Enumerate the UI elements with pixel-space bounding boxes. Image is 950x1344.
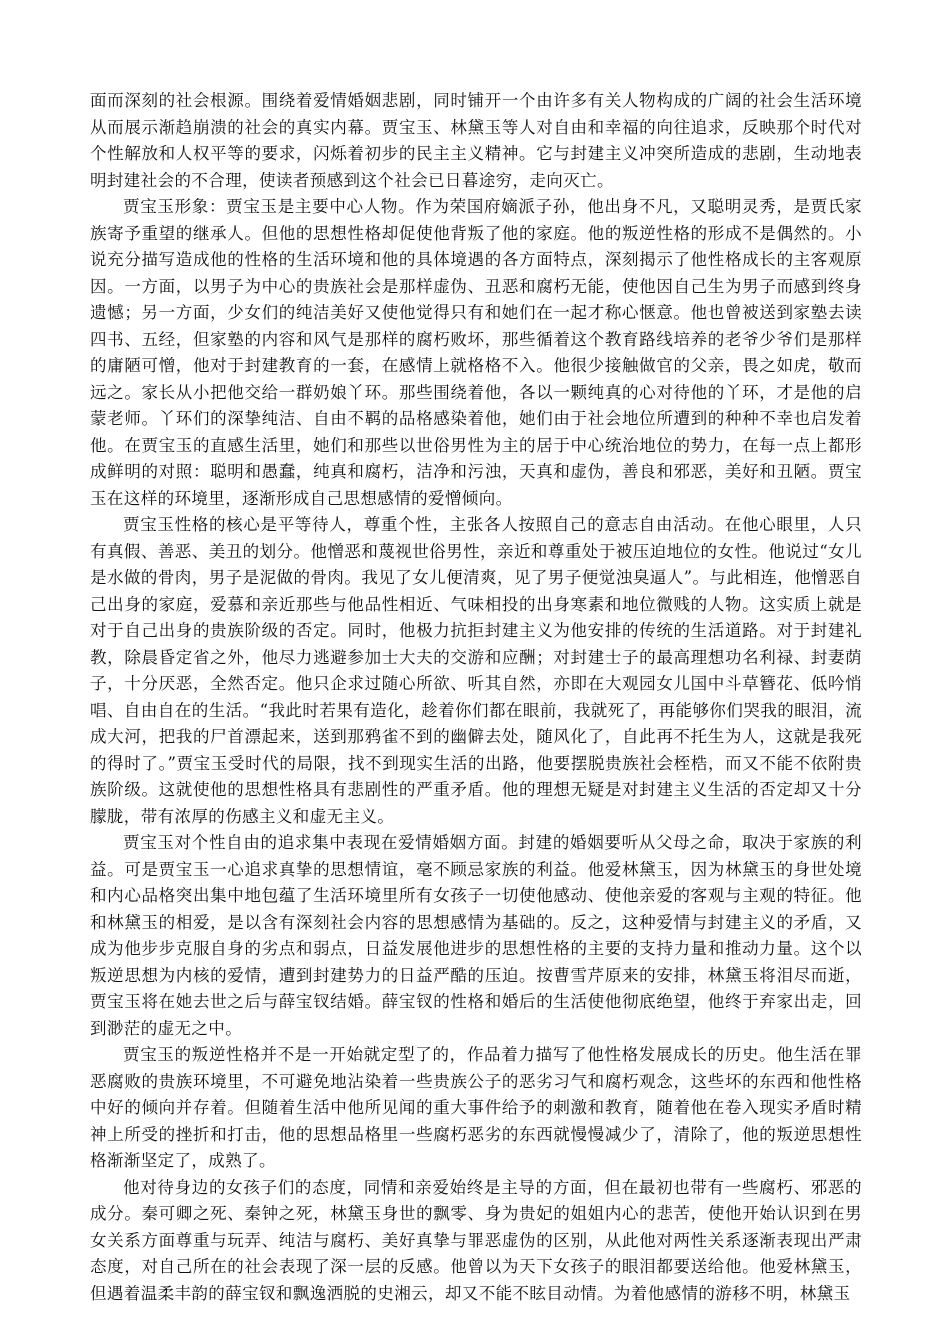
paragraph-attitude-to-girls: 他对待身边的女孩子们的态度，同情和亲爱始终是主导的方面，但在最初也带有一些腐朽、邪恶的成分。秦可卿之死、秦钟之死，林黛玉身世的飘零、身为贵妃的姐姐内心的悲苦，使他开始认识到在男女关系方面尊重与玩弄、纯洁与腐朽、美好真挚与罪恶虚伪的区别，从此他对两性关系逐渐表现出严肃态度，对自己所在的社会表现了深一层的反感。他曾以为天下女孩子的眼泪都要送给他。他爱林黛玉，但遇着温柔丰韵的薛宝钗和飘逸洒脱的史湘云，却又不能不眩目动情。为着他感情的游移不明，林黛玉: [90, 1177, 862, 1303]
paragraph-baoyu-character-growth: 贾宝玉的叛逆性格并不是一开始就定型了的，作品着力描写了他性格发展成长的历史。他生活在罪恶腐败的贵族环境里，不可避免地沾染着一些贵族公子的恶劣习气和腐朽观念，这些坏的东西和他性格中好的倾向并存着。但随着生活中他所见闻的重大事件给予的刺激和教育，随着他在卷入现实矛盾时精神上所受的挫折和打击，他的思想品格里一些腐朽恶劣的东西就慢慢减少了，清除了，他的叛逆思想性格渐渐坚定了，成熟了。: [90, 1045, 862, 1170]
paragraph-social-roots: 面而深刻的社会根源。围绕着爱情婚姻悲剧，同时铺开一个由许多有关人物构成的广阔的社会生活环境从而展示渐趋崩溃的社会的真实内幕。贾宝玉、林黛玉等人对自由和幸福的向往追求，反映那个时代对个性解放和人权平等的要求，闪烁着初步的民主主义精神。它与封建主义冲突所造成的悲剧，生动地表明封建社会的不合理，使读者预感到这个社会已日暮途穷，走向灭亡。: [90, 91, 862, 190]
paragraph-baoyu-image: 贾宝玉形象：贾宝玉是主要中心人物。作为荣国府嫡派子孙，他出身不凡，又聪明灵秀，是贾氏家族寄予重望的继承人。但他的思想性格却促使他背叛了他的家庭。他的叛逆性格的形成不是偶然的。小说充分描写造成他的性格的生活环境和他的具体境遇的各方面特点，深刻揭示了他性格成长的主客观原因。一方面，以男子为中心的贵族社会是那样虚伪、丑恶和腐朽无能，使他因自己生为男子而感到终身遗憾；另一方面，少女们的纯洁美好又使他觉得只有和她们在一起才称心惬意。他也曾被送到家塾去读四书、五经，但家塾的内容和风气是那样的腐朽败坏，那些循着这个教育路线培养的老爷少爷们是那样的庸陋可憎，他对于封建教育的一套，在感情上就格格不入。他很少接触做官的父亲，畏之如虎，敬而远之。家长从小把他交给一群奶娘丫环。那些围绕着他，各以一颗纯真的心对待他的丫环，才是他的启蒙老师。丫环们的深挚纯洁、自由不羁的品格感染着他，她们由于社会地位所遭到的种种不幸也启发着他。在贾宝玉的直感生活里，她们和那些以世俗男性为主的居于中心统治地位的势力，在每一点上都形成鲜明的对照：聪明和愚蠢，纯真和腐朽，洁净和污浊，天真和虚伪，善良和邪恶，美好和丑陋。贾宝玉在这样的环境里，逐渐形成自己思想感情的爱憎倾向。: [90, 197, 862, 508]
paragraph-baoyu-love-marriage: 贾宝玉对个性自由的追求集中表现在爱情婚姻方面。封建的婚姻要听从父母之命，取决于家族的利益。可是贾宝玉一心追求真挚的思想情谊，毫不顾忌家族的利益。他爱林黛玉，因为林黛玉的身世处境和内心品格突出集中地包蕴了生活环境里所有女孩子一切使他感动、使他亲爱的客观与主观的特征。他和林黛玉的相爱，是以含有深刻社会内容的思想感情为基础的。反之，这种爱情与封建主义的矛盾，又成为他步步克服自身的劣点和弱点，日益发展他进步的思想性格的主要的支持力量和推动力量。这个以叛逆思想为内核的爱情，遭到封建势力的日益严酷的压迫。按曹雪芹原来的安排，林黛玉将泪尽而逝，贾宝玉将在她去世之后与薛宝钗结婚。薛宝钗的性格和婚后的生活使他彻底绝望，他终于弃家出走，回到渺茫的虚无之中。: [90, 833, 862, 1038]
document-page: [90, 88, 862, 1328]
paragraph-baoyu-core-character: 贾宝玉性格的核心是平等待人，尊重个性，主张各人按照自己的意志自由活动。在他心眼里，人只有真假、善恶、美丑的划分。他憎恶和蔑视世俗男性，亲近和尊重处于被压迫地位的女性。他说过“女儿是水做的骨肉，男子是泥做的骨肉。我见了女儿便清爽，见了男子便觉浊臭逼人”。与此相连，他憎恶自己出身的家庭，爱慕和亲近那些与他品性相近、气味相投的出身寒素和地位微贱的人物。这实质上就是对于自己出身的贵族阶级的否定。同时，他极力抗拒封建主义为他安排的传统的生活道路。对于封建礼教，除晨昏定省之外，他尽力逃避参加士大夫的交游和应酬；对封建士子的最高理想功名利禄、封妻荫子，十分厌恶，全然否定。他只企求过随心所欲、听其自然，亦即在大观园女儿国中斗草簪花、低吟悄唱、自由自在的生活。“我此时若果有造化，趁着你们都在眼前，我就死了，再能够你们哭我的眼泪，流成大河，把我的尸首漂起来，送到那鸦雀不到的幽僻去处，随风化了，自此再不托生为人，这就是我死的得时了。”贾宝玉受时代的局限，找不到现实生活的出路，他要摆脱贵族社会桎梏，而又不能不依附贵族阶级。这就使他的思想性格具有悲剧性的严重矛盾。他的理想无疑是对封建主义生活的否定却又十分朦胧，带有浓厚的伤感主义和虚无主义。: [90, 515, 862, 826]
